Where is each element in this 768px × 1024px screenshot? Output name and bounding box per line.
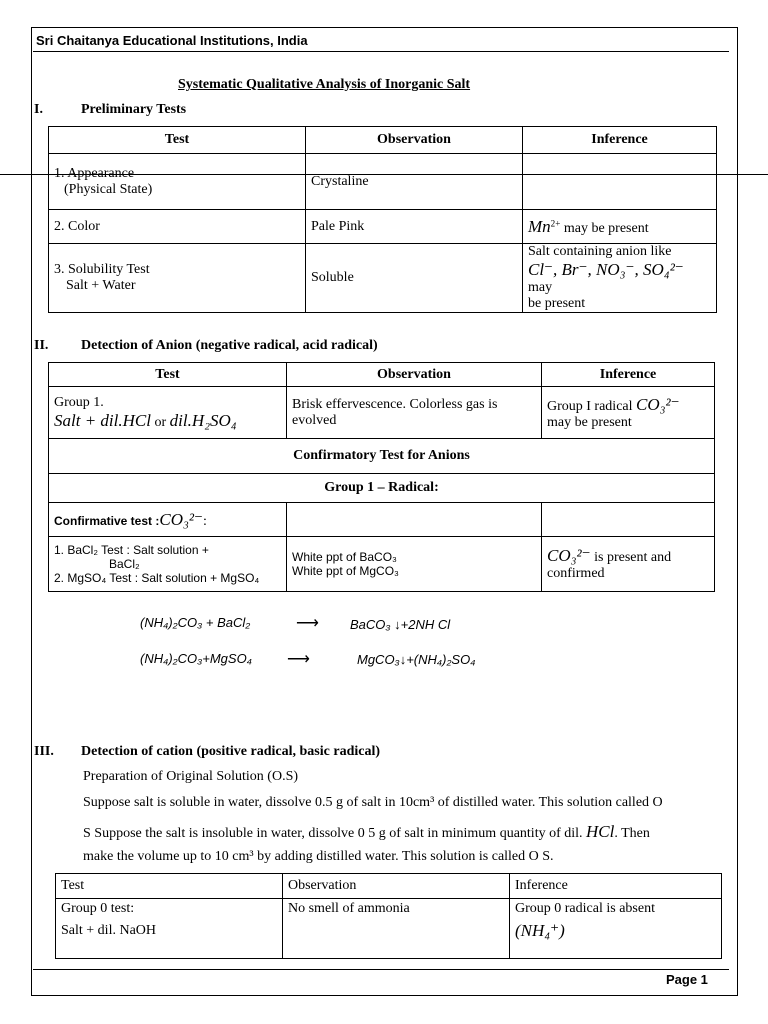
col-inference: Inference <box>523 127 717 154</box>
test-text: Group 0 test: <box>61 901 135 916</box>
inference-text: confirmed <box>547 566 605 581</box>
group-label: Group 1. <box>54 394 104 410</box>
header-rule <box>33 51 729 52</box>
carbonate-ion: CO₃²⁻ <box>159 509 203 529</box>
inference-text: may <box>528 280 553 295</box>
inference-text: be present <box>528 296 586 311</box>
observation-cell <box>287 503 542 537</box>
inference-cell <box>542 503 715 537</box>
cation-table <box>55 873 722 959</box>
reagent: Salt + dil.HCl <box>54 410 151 430</box>
test-text: 2. MgSO₄ Test : Salt solution + MgSO₄ <box>54 571 260 585</box>
carbonate-ion: CO₃²⁻ <box>547 546 591 565</box>
inference-cell <box>542 387 715 439</box>
test-subtext: (Physical State) <box>64 181 153 197</box>
col-observation: Observation <box>306 127 523 154</box>
paragraph-line: Suppose salt is soluble in water, dissolve 0.5 g of salt in 10cm³ of distilled water. This solution called O <box>83 795 663 810</box>
inference-text: may be present <box>563 220 649 236</box>
section-number: III. <box>34 744 54 759</box>
table-row <box>56 899 722 959</box>
observation-text: White ppt of MgCO₃ <box>292 564 399 578</box>
col-inference: Inference <box>510 874 722 899</box>
ion-charge: 2+ <box>550 217 561 228</box>
subheading: Preparation of Original Solution (O.S) <box>83 769 299 784</box>
arrow-icon: ⟶ <box>296 615 319 632</box>
page-number: Page 1 <box>666 972 708 987</box>
table-header-row <box>49 363 715 387</box>
observation-cell: Crystaline <box>306 154 523 210</box>
table-header-row <box>49 127 717 154</box>
inference-cell <box>542 537 715 592</box>
test-subtext: Salt + Water <box>66 278 136 293</box>
test-text: Salt + dil. NaOH <box>61 923 156 938</box>
observation-cell: Brisk effervescence. Colorless gas is evolved <box>287 387 542 439</box>
conjunction: or <box>154 414 167 430</box>
col-inference: Inference <box>542 363 715 387</box>
equation-1-left: (NH₄)₂CO₃ + BaCl₂ <box>140 615 251 630</box>
test-text: 1. BaCl₂ Test : Salt solution + <box>54 543 209 557</box>
confirmatory-heading: Confirmatory Test for Anions <box>49 439 715 474</box>
test-text: 1. Appearance <box>54 165 135 181</box>
col-test: Test <box>49 127 306 154</box>
inference-cell <box>523 210 717 244</box>
inference-text: is present and <box>594 550 672 565</box>
equation-2-right: MgCO₃↓+(NH₄)₂SO₄ <box>357 652 476 667</box>
paragraph-text: . Then <box>614 826 650 841</box>
test-cell <box>49 387 287 439</box>
table-row <box>49 210 717 244</box>
col-test: Test <box>56 874 283 899</box>
manganese-ion: Mn <box>528 216 551 236</box>
colon: : <box>202 513 207 529</box>
table-row <box>49 503 715 537</box>
paragraph-line <box>83 822 650 842</box>
observation-cell <box>287 537 542 592</box>
inference-text: Group 0 radical is absent <box>515 901 655 916</box>
test-cell <box>49 244 306 313</box>
carbonate-ion: CO₃²⁻ <box>636 394 680 414</box>
section-number: I. <box>34 102 43 117</box>
inference-text: may be present <box>547 414 632 430</box>
inference-text: Salt containing anion like <box>528 244 672 259</box>
document-title: Systematic Qualitative Analysis of Inorganic Salt <box>178 77 471 92</box>
hcl-formula: HCl <box>586 822 615 841</box>
arrow-icon: ⟶ <box>287 651 310 668</box>
test-cell <box>49 537 287 592</box>
footer-rule <box>33 969 729 970</box>
table-row <box>49 439 715 474</box>
institution-header: Sri Chaitanya Educational Institutions, India <box>36 33 308 48</box>
test-cell <box>49 154 306 210</box>
equation-2-left: (NH₄)₂CO₃+MgSO₄ <box>140 651 252 666</box>
anion-list: Cl⁻, Br⁻, NO₃⁻, SO₄²⁻ <box>528 260 684 279</box>
col-test: Test <box>49 363 287 387</box>
col-observation: Observation <box>283 874 510 899</box>
table-row <box>49 537 715 592</box>
test-cell: 2. Color <box>49 210 306 244</box>
ammonium-ion: (NH₄⁺) <box>515 921 565 940</box>
inference-cell <box>510 899 722 959</box>
confirmative-label: Confirmative test : <box>54 513 160 528</box>
inference-cell <box>523 244 717 313</box>
col-observation: Observation <box>287 363 542 387</box>
table-header-row <box>56 874 722 899</box>
observation-cell: Soluble <box>306 244 523 313</box>
inference-cell <box>523 154 717 210</box>
reagent: dil.H₂SO₄ <box>169 410 237 430</box>
test-cell <box>49 503 287 537</box>
table-row <box>49 244 717 313</box>
section-title: Detection of Anion (negative radical, acid radical) <box>81 338 378 353</box>
inference-text: Group I radical <box>547 398 633 414</box>
anion-table <box>48 362 715 592</box>
test-cell <box>56 899 283 959</box>
test-text: 3. Solubility Test <box>54 262 150 277</box>
group-heading: Group 1 – Radical: <box>49 474 715 503</box>
table-row <box>49 474 715 503</box>
section-title: Detection of cation (positive radical, basic radical) <box>81 744 381 759</box>
observation-cell: No smell of ammonia <box>283 899 510 959</box>
section-number: II. <box>34 338 49 353</box>
observation-text: White ppt of BaCO₃ <box>292 550 397 564</box>
paragraph-text: S Suppose the salt is insoluble in water, dissolve 0 5 g of salt in minimum quantity of dil. <box>83 826 583 841</box>
test-text: BaCl₂ <box>109 557 140 571</box>
section-title: Preliminary Tests <box>81 102 187 117</box>
table-row <box>49 387 715 439</box>
preliminary-tests-table <box>48 126 717 313</box>
paragraph-line: make the volume up to 10 cm³ by adding distilled water. This solution is called O S. <box>83 849 554 864</box>
equation-1-right: BaCO₃ ↓+2NH Cl <box>350 617 451 632</box>
table-row <box>49 154 717 210</box>
observation-cell: Pale Pink <box>306 210 523 244</box>
